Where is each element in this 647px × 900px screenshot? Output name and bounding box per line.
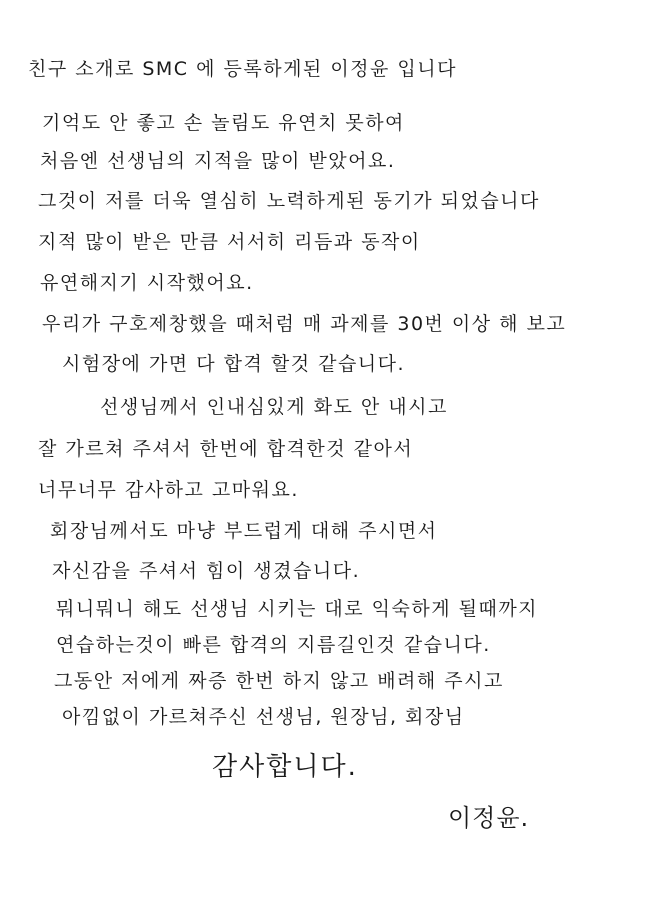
letter-line: 잘 가르쳐 주셔서 한번에 합격한것 같아서 (38, 438, 414, 460)
letter-line: 선생님께서 인내심있게 화도 안 내시고 (100, 396, 448, 418)
letter-line: 연습하는것이 빠른 합격의 지름길인것 같습니다. (56, 634, 491, 656)
letter-line: 지적 많이 받은 만큼 서서히 리듬과 동작이 (38, 231, 421, 253)
letter-line: 자신감을 주셔서 힘이 생겼습니다. (52, 560, 361, 582)
letter-line: 그것이 저를 더욱 열심히 노력하게된 동기가 되었습니다 (38, 190, 540, 212)
letter-line: 유연해지기 시작했어요. (40, 272, 254, 294)
letter-line: 아낌없이 가르쳐주신 선생님, 원장님, 회장님 (62, 706, 465, 728)
letter-line: 시험장에 가면 다 합격 할것 같습니다. (62, 353, 406, 375)
signature: 이정윤. (448, 804, 530, 832)
letter-line: 뭐니뭐니 해도 선생님 시키는 대로 익숙하게 될때까지 (56, 598, 539, 620)
letter-line: 그동안 저에게 짜증 한번 하지 않고 배려해 주시고 (54, 670, 504, 692)
closing-line: 감사합니다. (212, 752, 358, 782)
letter-line: 회장님께서도 마냥 부드럽게 대해 주시면서 (50, 520, 438, 542)
letter-line: 친구 소개로 SMC 에 등록하게된 이정윤 입니다 (28, 58, 457, 80)
letter-line: 너무너무 감사하고 고마워요. (38, 479, 299, 501)
letter-line: 우리가 구호제창했을 때처럼 매 과제를 30번 이상 해 보고 (42, 313, 567, 335)
letter-line: 처음엔 선생님의 지적을 많이 받았어요. (40, 150, 396, 172)
letter-line: 기억도 안 좋고 손 놀림도 유연치 못하여 (42, 112, 405, 134)
